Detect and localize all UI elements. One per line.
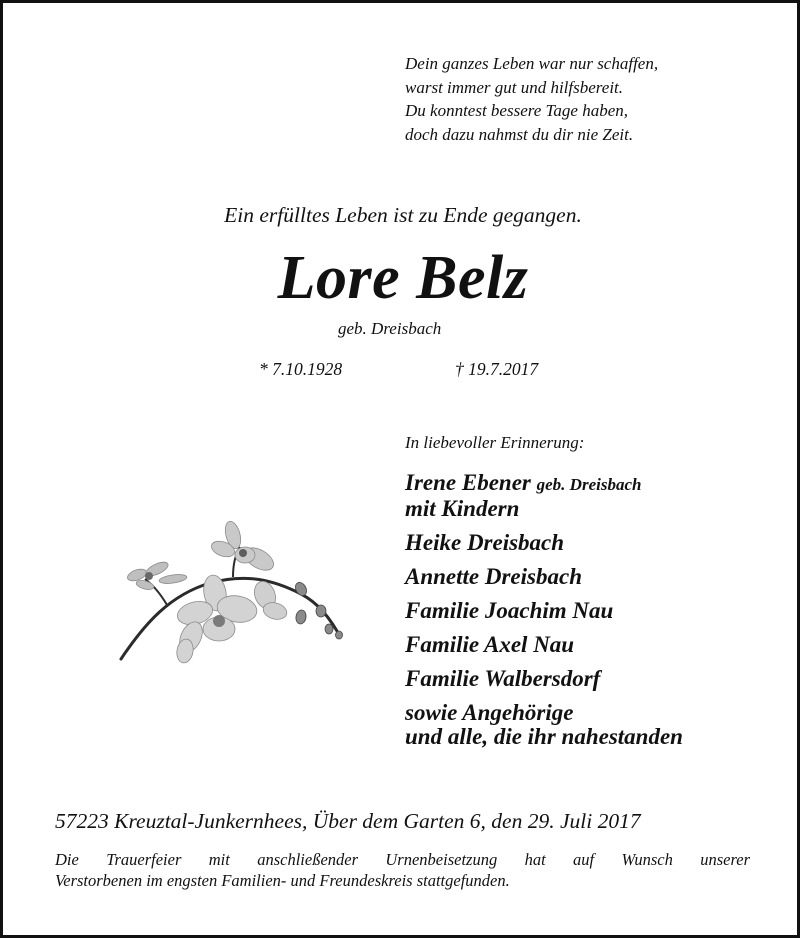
mourner-line: und alle, die ihr nahestanden bbox=[405, 724, 683, 749]
orchid-illustration bbox=[115, 513, 355, 673]
funeral-note-line: Die Trauerfeier mit anschließender Urnenbeisetzung hat auf Wunsch unserer bbox=[55, 850, 750, 869]
poem-line: Du konntest bessere Tage haben, bbox=[405, 101, 629, 120]
death-date: † 19.7.2017 bbox=[455, 359, 539, 379]
poem-line: Dein ganzes Leben war nur schaffen, bbox=[405, 54, 659, 73]
mourner-entry bbox=[405, 471, 683, 521]
maiden-name: geb. Dreisbach bbox=[338, 319, 442, 338]
funeral-note bbox=[55, 849, 750, 891]
mourner-entry: Familie Joachim Nau bbox=[405, 598, 614, 623]
mourner-line: sowie Angehörige bbox=[405, 700, 574, 725]
birth-date: * 7.10.1928 bbox=[259, 359, 343, 379]
deceased-name: Lore Belz bbox=[277, 244, 529, 312]
poem-line: doch dazu nahmst du dir nie Zeit. bbox=[405, 124, 634, 144]
mourner-entry: Heike Dreisbach bbox=[405, 530, 565, 555]
funeral-note-line: Verstorbenen im engsten Familien- und Freundeskreis stattgefunden. bbox=[55, 871, 510, 890]
mourner-maiden-name: geb. Dreisbach bbox=[536, 475, 642, 494]
mourner-entry bbox=[405, 701, 683, 749]
mourners-list bbox=[405, 471, 683, 759]
mourner-name-continued: mit Kindern bbox=[405, 496, 520, 521]
poem bbox=[405, 52, 658, 146]
memory-heading: In liebevoller Erinnerung: bbox=[405, 433, 585, 452]
mourner-entry: Familie Axel Nau bbox=[405, 632, 575, 657]
mourner-entry: Familie Walbersdorf bbox=[405, 666, 601, 691]
poem-line: warst immer gut und hilfsbereit. bbox=[405, 77, 624, 97]
intro-text: Ein erfülltes Leben ist zu Ende gegangen. bbox=[224, 203, 582, 227]
mourner-name: Irene Ebener bbox=[405, 470, 531, 495]
address-date-line: 57223 Kreuztal-Junkernhees, Über dem Garten 6, den 29. Juli 2017 bbox=[55, 809, 641, 833]
mourner-entry: Annette Dreisbach bbox=[405, 564, 582, 589]
